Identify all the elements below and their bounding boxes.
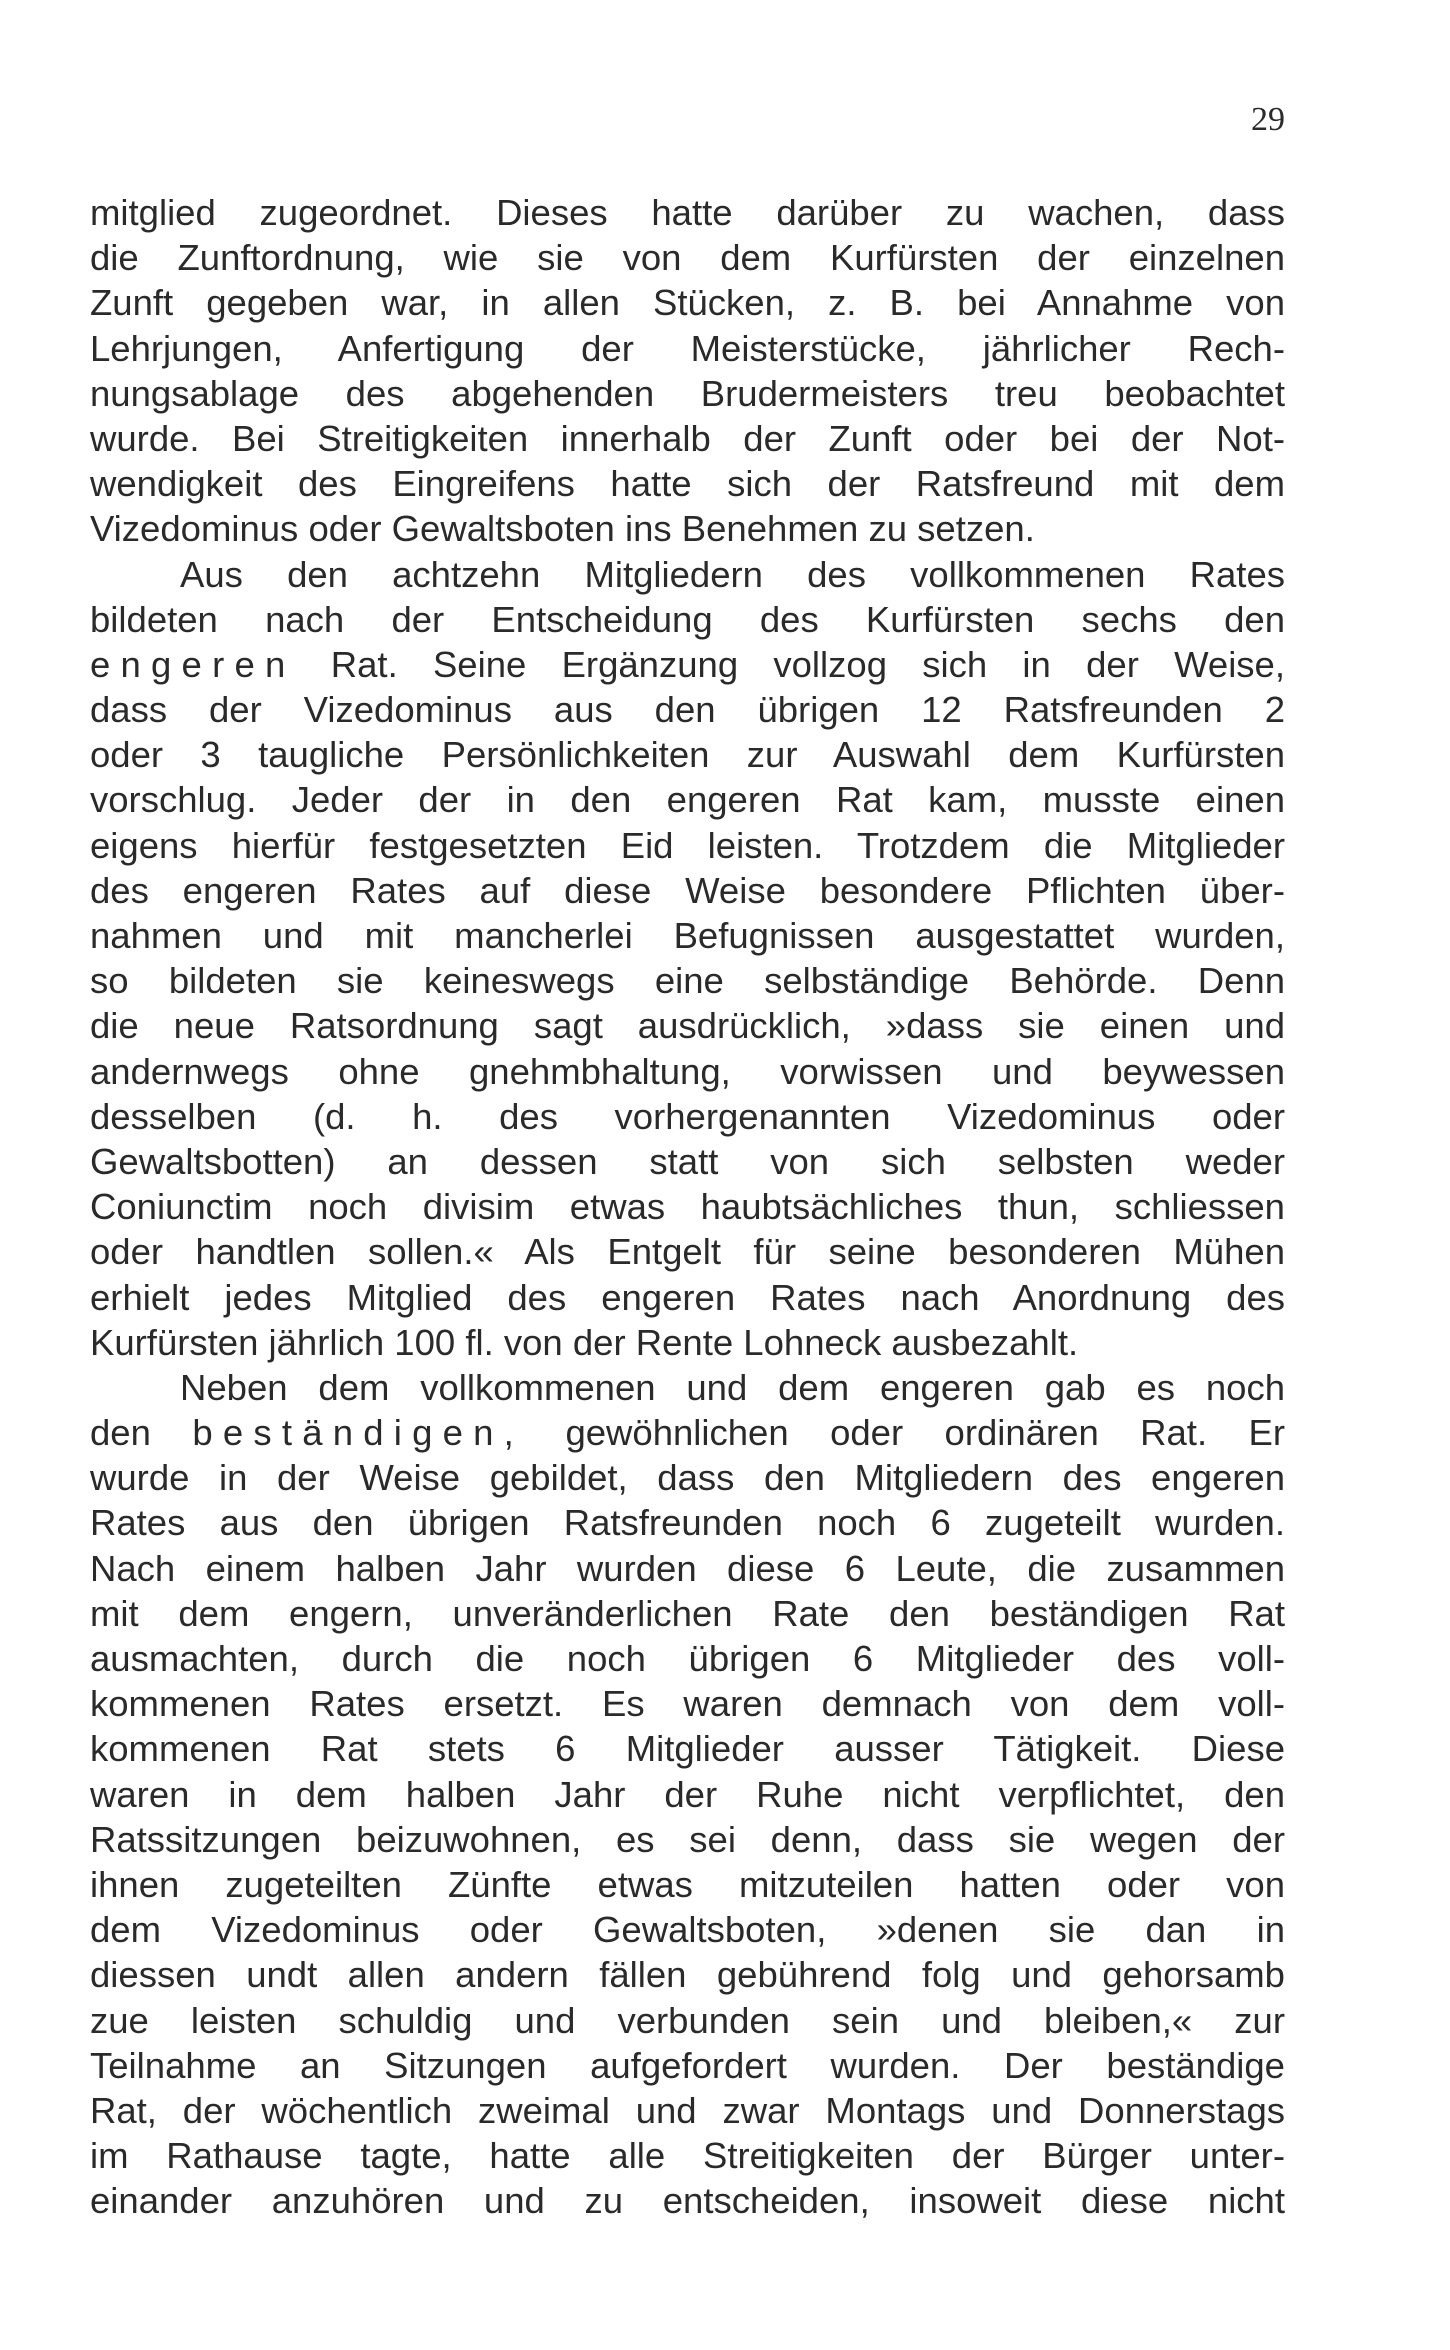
text-line: so bildeten sie keineswegs eine selbständige Behörde. Denn bbox=[90, 960, 1285, 1002]
text-line: nahmen und mit mancherlei Befugnissen ausgestattet wurden, bbox=[90, 915, 1285, 956]
text-line-with-spaced-word bbox=[90, 1410, 1285, 1455]
text-line: einander anzuhören und zu entscheiden, insoweit diese nicht bbox=[90, 2180, 1285, 2222]
text-line: dem Vizedominus oder Gewaltsboten, »denen sie dan in bbox=[90, 1909, 1285, 1951]
text-line: die neue Ratsordnung sagt ausdrücklich, »dass sie einen und bbox=[90, 1005, 1285, 1047]
text-line: wurde in der Weise gebildet, dass den Mitgliedern des engeren bbox=[90, 1457, 1285, 1499]
text-line: erhielt jedes Mitglied des engeren Rates nach Anordnung des bbox=[90, 1276, 1285, 1318]
text-line: waren in dem halben Jahr der Ruhe nicht verpflichtet, den bbox=[90, 1773, 1285, 1815]
text-line: Kurfürsten jährlich 100 fl. von der Rente Lohneck ausbezahlt. bbox=[90, 1321, 1079, 1363]
text-line: wurde. Bei Streitigkeiten innerhalb der Zunft oder bei der Not- bbox=[90, 417, 1285, 459]
text-line: bildeten nach der Entscheidung des Kurfürsten sechs den bbox=[90, 598, 1285, 640]
text-line: die Zunftordnung, wie sie von dem Kurfürsten der einzelnen bbox=[90, 237, 1285, 279]
text-line: Ratssitzungen beizuwohnen, es sei denn, dass sie wegen der bbox=[90, 1818, 1285, 1860]
text-line: oder handtlen sollen.« Als Entgelt für seine besonderen Mühen bbox=[90, 1231, 1285, 1273]
text-line: oder 3 taugliche Persönlichkeiten zur Auswahl dem Kurfürsten bbox=[90, 734, 1285, 776]
text-line: eigens hierfür festgesetzten Eid leisten. Trotzdem die Mitglieder bbox=[90, 824, 1285, 866]
text-line: vorschlug. Jeder der in den engeren Rat kam, musste einen bbox=[90, 779, 1285, 821]
text-line: Lehrjungen, Anfertigung der Meisterstücke, jährlicher Rech- bbox=[90, 327, 1285, 369]
text-line: ausmachten, durch die noch übrigen 6 Mitglieder des voll- bbox=[90, 1638, 1285, 1679]
text-line: dass der Vizedominus aus den übrigen 12 Ratsfreunden 2 bbox=[90, 689, 1285, 731]
text-line: kommenen Rates ersetzt. Es waren demnach von dem voll- bbox=[90, 1683, 1285, 1725]
text-line: Gewaltsbotten) an dessen statt von sich selbsten weder bbox=[90, 1140, 1285, 1182]
text-line: mit dem engern, unveränderlichen Rate den beständigen Rat bbox=[90, 1592, 1285, 1634]
text-line: des engeren Rates auf diese Weise besondere Pflichten über- bbox=[90, 869, 1285, 911]
text-line: Vizedominus oder Gewaltsboten ins Benehmen zu setzen. bbox=[90, 508, 1035, 550]
line-remainder: gewöhnlichen oder ordinären Rat. Er bbox=[565, 1412, 1285, 1454]
text-line: kommenen Rat stets 6 Mitglieder ausser Tätigkeit. Diese bbox=[90, 1728, 1285, 1770]
line-remainder: Rat. Seine Ergänzung vollzog sich in der Weise, bbox=[330, 643, 1285, 685]
text-line: Rat, der wöchentlich zweimal und zwar Montags und Donnerstags bbox=[90, 2089, 1285, 2131]
page-number: 29 bbox=[1251, 101, 1285, 138]
spaced-word-engeren: engeren bbox=[90, 643, 296, 685]
text-line: andernwegs ohne gnehmbhaltung, vorwissen und beywessen bbox=[90, 1050, 1285, 1092]
text-line: desselben (d. h. des vorhergenannten Vizedominus oder bbox=[90, 1095, 1285, 1137]
text-line: zue leisten schuldig und verbunden sein und bleiben,« zur bbox=[90, 1999, 1285, 2041]
text-line: Teilnahme an Sitzungen aufgefordert wurden. Der beständige bbox=[90, 2044, 1285, 2086]
text-line: nungsablage des abgehenden Brudermeisters treu beobachtet bbox=[90, 372, 1285, 414]
word-den: den bbox=[90, 1412, 151, 1454]
text-line: Coniunctim noch divisim etwas haubtsächliches thun, schliessen bbox=[90, 1186, 1285, 1228]
text-line: mitglied zugeordnet. Dieses hatte darüber zu wachen, dass bbox=[90, 192, 1285, 233]
spaced-word-bestaendigen: beständigen, bbox=[192, 1412, 525, 1454]
text-line: Nach einem halben Jahr wurden diese 6 Leute, die zusammen bbox=[90, 1547, 1285, 1589]
text-line: im Rathause tagte, hatte alle Streitigkeiten der Bürger unter- bbox=[90, 2135, 1285, 2177]
body-text bbox=[90, 190, 1285, 2223]
text-line-with-spaced-word bbox=[90, 642, 1285, 687]
text-line: wendigkeit des Eingreifens hatte sich der Ratsfreund mit dem bbox=[90, 463, 1285, 505]
text-line: ihnen zugeteilten Zünfte etwas mitzuteilen hatten oder von bbox=[90, 1863, 1285, 1905]
text-line: diessen undt allen andern fällen gebührend folg und gehorsamb bbox=[90, 1954, 1285, 1996]
paragraph-start-line: Aus den achtzehn Mitgliedern des vollkommenen Rates bbox=[180, 553, 1285, 595]
paragraph-start-line: Neben dem vollkommenen und dem engeren gab es noch bbox=[180, 1366, 1285, 1408]
text-line: Rates aus den übrigen Ratsfreunden noch 6 zugeteilt wurden. bbox=[90, 1502, 1285, 1544]
text-line: Zunft gegeben war, in allen Stücken, z. B. bei Annahme von bbox=[90, 282, 1285, 324]
